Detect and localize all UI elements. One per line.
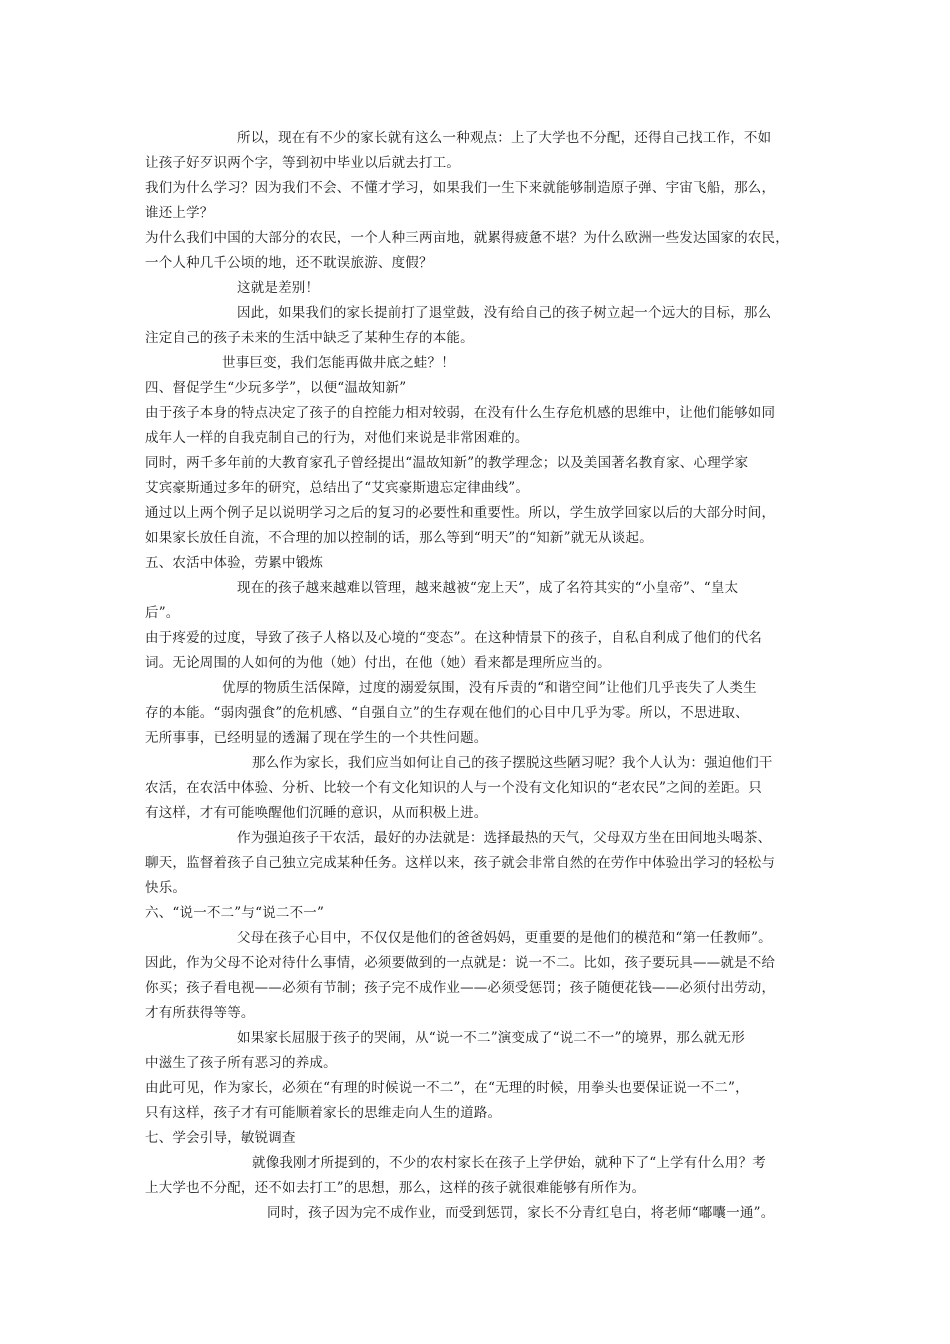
paragraph-line: 就像我刚才所提到的，不少的农村家长在孩子上学伊始，就种下了“上学有什么用？考: [252, 1155, 767, 1171]
paragraph-line: 艾宾豪斯通过多年的研究，总结出了“艾宾豪斯遗忘定律曲线”。: [145, 480, 530, 496]
paragraph-line: 聊天，监督着孩子自己独立完成某种任务。这样以来，孩子就会非常自然的在劳作中体验出学习的轻松与: [145, 855, 776, 871]
section-heading: 七、学会引导，敏锐调查: [145, 1130, 296, 1146]
paragraph-line: 这就是差别！: [237, 280, 320, 296]
paragraph-line: 注定自己的孩子未来的生活中缺乏了某种生存的本能。: [145, 330, 474, 346]
paragraph-line: 让孩子好歹识两个字，等到初中毕业以后就去打工。: [145, 155, 461, 171]
paragraph-line: 世事巨变，我们怎能再做井底之蛙？！: [222, 355, 455, 371]
paragraph-line: 你买；孩子看电视——必须有节制；孩子完不成作业——必须受惩罚；孩子随便花钱——必须付出劳动，: [145, 980, 776, 996]
paragraph-line: 一个人种几千公顷的地，还不耽误旅游、度假？: [145, 255, 433, 271]
paragraph-line: 由于孩子本身的特点决定了孩子的自控能力相对较弱，在没有什么生存危机感的思维中，让他们能够如同: [145, 405, 776, 421]
paragraph-line: 所以，现在有不少的家长就有这么一种观点：上了大学也不分配，还得自己找工作，不如: [237, 130, 772, 146]
paragraph-line: 那么作为家长，我们应当如何让自己的孩子摆脱这些陋习呢？我个人认为：强迫他们干: [252, 755, 773, 771]
paragraph-line: 成年人一样的自我克制自己的行为，对他们来说是非常困难的。: [145, 430, 529, 446]
paragraph-line: 如果家长放任自流，不合理的加以控制的话，那么等到“明天”的“知新”就无从谈起。: [145, 530, 653, 546]
paragraph-line: 才有所获得等等。: [145, 1005, 255, 1021]
paragraph-line: 同时，孩子因为完不成作业，而受到惩罚，家长不分青红皂白，将老师“嘟囔一通”。: [267, 1205, 775, 1221]
paragraph-line: 只有这样，孩子才有可能顺着家长的思维走向人生的道路。: [145, 1105, 502, 1121]
paragraph-line: 由此可见，作为家长，必须在“有理的时候说一不二”，在“无理的时候，用拳头也要保证说一不二”，: [145, 1080, 749, 1096]
paragraph-line: 农活，在农活中体验、分析、比较一个有文化知识的人与一个没有文化知识的“老农民”之间的差距。只: [145, 780, 763, 796]
paragraph-line: 中滋生了孩子所有恶习的养成。: [145, 1055, 337, 1071]
paragraph-line: 有这样，才有可能唤醒他们沉睡的意识，从而积极上进。: [145, 805, 488, 821]
paragraph-line: 词。无论周围的人如何的为他（她）付出，在他（她）看来都是理所应当的。: [145, 655, 611, 671]
paragraph-line: 无所事事，已经明显的透漏了现在学生的一个共性问题。: [145, 730, 488, 746]
paragraph-line: 作为强迫孩子干农活，最好的办法就是：选择最热的天气，父母双方坐在田间地头喝茶、: [237, 830, 772, 846]
paragraph-line: 谁还上学？: [145, 205, 214, 221]
paragraph-line: 快乐。: [145, 880, 187, 896]
paragraph-line: 为什么我们中国的大部分的农民，一个人种三两亩地，就累得疲惫不堪？为什么欧洲一些发达国家的农民，: [145, 230, 789, 246]
paragraph-line: 父母在孩子心目中，不仅仅是他们的爸爸妈妈，更重要的是他们的模范和“第一任教师”。: [237, 930, 772, 946]
paragraph-line: 如果家长屈服于孩子的哭闹，从“说一不二”演变成了“说二不一”的境界，那么就无形: [237, 1030, 745, 1046]
paragraph-line: 上大学也不分配，还不如去打工”的思想，那么，这样的孩子就很难能够有所作为。: [145, 1180, 646, 1196]
section-heading: 五、农活中体验，劳累中锻炼: [145, 555, 324, 571]
section-heading: 四、督促学生“少玩多学”，以便“温故知新”: [145, 380, 407, 396]
paragraph-line: 我们为什么学习？因为我们不会、不懂才学习，如果我们一生下来就能够制造原子弹、宇宙飞船，那么，: [145, 180, 776, 196]
paragraph-line: 同时，两千多年前的大教育家孔子曾经提出“温故知新”的教学理念；以及美国著名教育家、心理学家: [145, 455, 749, 471]
paragraph-line: 因此，作为父母不论对待什么事情，必须要做到的一点就是：说一不二。比如，孩子要玩具——就是不给: [145, 955, 776, 971]
paragraph-line: 由于疼爱的过度，导致了孩子人格以及心境的“变态”。在这种情景下的孩子，自私自利成了他们的代名: [145, 630, 763, 646]
paragraph-line: 因此，如果我们的家长提前打了退堂鼓，没有给自己的孩子树立起一个远大的目标，那么: [237, 305, 772, 321]
paragraph-line: 现在的孩子越来越难以管理，越来越被“宠上天”，成了名符其实的“小皇帝”、“皇太: [237, 580, 739, 596]
paragraph-line: 后”。: [145, 605, 180, 621]
paragraph-line: 优厚的物质生活保障，过度的溺爱氛围，没有斥责的“和谐空间”让他们几乎丧失了人类生: [222, 680, 757, 696]
paragraph-line: 通过以上两个例子足以说明学习之后的复习的必要性和重要性。所以，学生放学回家以后的大部分时间，: [145, 505, 776, 521]
section-heading: 六、“说一不二”与“说二不一”: [145, 905, 325, 921]
paragraph-line: 存的本能。“弱肉强食”的危机感、“自强自立”的生存观在他们的心目中几乎为零。所以，不思进取、: [145, 705, 749, 721]
